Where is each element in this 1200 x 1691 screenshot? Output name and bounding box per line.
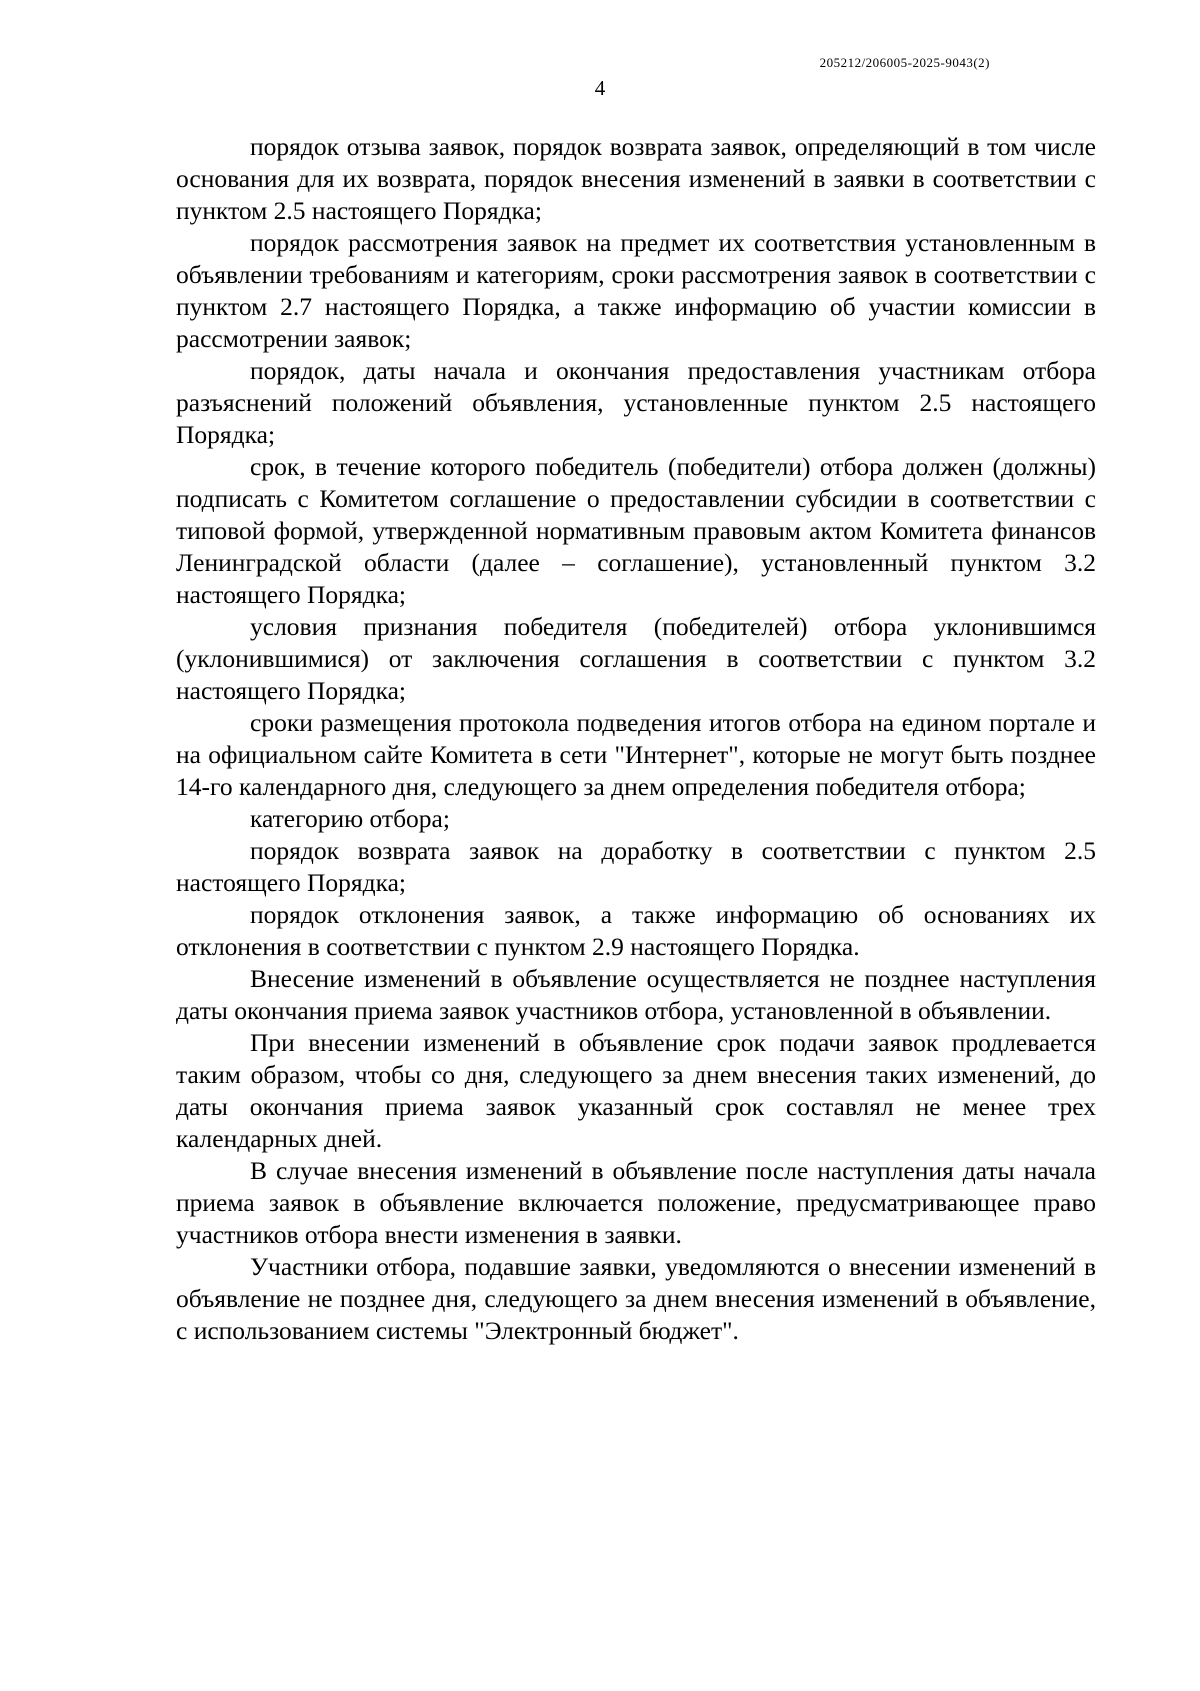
document-body (176, 131, 1096, 1347)
paragraph: порядок отклонения заявок, а также информацию об основаниях их отклонения в соответствии с пунктом 2.9 настоящего Порядка. (176, 900, 1096, 961)
paragraph: Участники отбора, подавшие заявки, уведомляются о внесении изменений в объявление не позднее дня, следующего за днем внесения изменений в объявление, с использованием системы "Электронный бюджет". (176, 1252, 1096, 1345)
paragraph: При внесении изменений в объявление срок подачи заявок продлевается таким образом, чтобы со дня, следующего за днем внесения таких изменений, до даты окончания приема заявок указанный срок составлял не менее трех календарных дней. (176, 1028, 1096, 1153)
paragraph: порядок возврата заявок на доработку в соответствии с пунктом 2.5 настоящего Порядка; (176, 836, 1096, 897)
document-id: 205212/206005-2025-9043(2) (819, 55, 990, 70)
paragraph: срок, в течение которого победитель (победители) отбора должен (должны) подписать с Комитетом соглашение о предоставлении субсидии в соответствии с типовой формой, утвержденной нормативным правовым актом Комитета финансов Ленинградской области (далее – соглашение), установленный пунктом 3.2 настоящего Порядка; (176, 452, 1096, 609)
paragraph: сроки размещения протокола подведения итогов отбора на едином портале и на официальном сайте Комитета в сети "Интернет", которые не могут быть позднее 14-го календарного дня, следующего за днем определения победителя отбора; (176, 708, 1096, 801)
page-number: 4 (594, 76, 606, 100)
paragraph: порядок, даты начала и окончания предоставления участникам отбора разъяснений положений объявления, установленные пунктом 2.5 настоящего Порядка; (176, 356, 1096, 449)
paragraph: порядок отзыва заявок, порядок возврата заявок, определяющий в том числе основания для их возврата, порядок внесения изменений в заявки в соответствии с пунктом 2.5 настоящего Порядка; (176, 132, 1096, 225)
paragraph: категорию отбора; (250, 804, 450, 833)
paragraph: В случае внесения изменений в объявление после наступления даты начала приема заявок в объявление включается положение, предусматривающее право участников отбора внести изменения в заявки. (176, 1156, 1096, 1249)
paragraph: условия признания победителя (победителей) отбора уклонившимся (уклонившимися) от заключения соглашения в соответствии с пунктом 3.2 настоящего Порядка; (176, 612, 1096, 705)
paragraph: Внесение изменений в объявление осуществляется не позднее наступления даты окончания приема заявок участников отбора, установленной в объявлении. (176, 964, 1096, 1025)
paragraph: порядок рассмотрения заявок на предмет их соответствия установленным в объявлении требованиям и категориям, сроки рассмотрения заявок в соответствии с пунктом 2.7 настоящего Порядка, а также информацию об участии комиссии в рассмотрении заявок; (176, 228, 1096, 353)
